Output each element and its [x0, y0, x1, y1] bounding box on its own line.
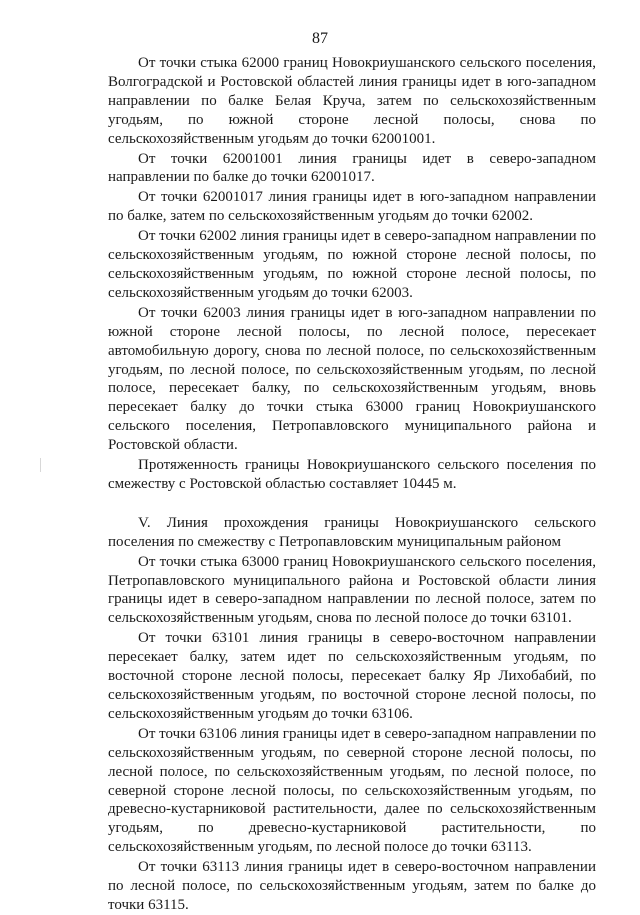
paragraph: От точки 63101 линия границы в северо-восточном направлении пересекает балку, затем идет по сельскохозяйственным угодьям, по восточной стороне лесной полосы, пересекает балку Яр Лихобабий, по сельскохозяйственным угодьям, по восточной стороне лесной полосы, по сельскохозяйственным угодьям до точки 63106. — [108, 630, 596, 722]
paragraph: От точки стыка 62000 границ Новокриушанского сельского поселения, Волгоградской и Ростовской областей линия границы идет в юго-западном направлении по балке Белая Круча, затем по сельскохозяйственным угодьям, по южной стороне лесной полосы, снова по сельскохозяйственным угодьям до точки 62001001. — [108, 55, 596, 147]
paragraph: Протяженность границы Новокриушанского сельского поселения по смежеству с Ростовской областью составляет 10445 м. — [108, 457, 596, 492]
section-spacer — [108, 494, 596, 514]
paragraph: От точки 62002 линия границы идет в северо-западном направлении по сельскохозяйственным угодьям, по южной стороне лесной полосы, по сельскохозяйственным угодьям, по южной стороне лесной полосы, по сельскохозяйственным угодьям до точки 62003. — [108, 228, 596, 301]
paragraph: От точки 62001001 линия границы идет в северо-западном направлении по балке до точки 62001017. — [108, 150, 596, 186]
section-heading: V. Линия прохождения границы Новокриушанского сельского поселения по смежеству с Петропавловским муниципальным районом — [108, 514, 596, 550]
paragraph: От точки 62003 линия границы идет в юго-западном направлении по южной стороне лесной полосы, по лесной полосе, пересекает автомобильную дорогу, снова по лесной полосе, по сельскохозяйственным угодьям, по лесной полосе, по сельскохозяйственным угодьям, по лесной полосе, пересекает балку, по сельскохозяйственным угодьям, вновь пересекает балку до точки стыка 63000 границ Новокриушанского сельского поселения, Петропавловского муниципального района и Ростовской области. — [108, 304, 596, 454]
page-number: 87 — [312, 30, 328, 47]
paragraph: От точки стыка 63000 границ Новокриушанского сельского поселения, Петропавловского муниципального района и Ростовской области линия границы идет в северо-западном направлении по лесной полосе, затем по сельскохозяйственным угодьям, снова по лесной полосе до точки 63101. — [108, 553, 596, 627]
paragraph: От точки 63113 линия границы идет в северо-восточном направлении по лесной полосе, по сельскохозяйственным угодьям, затем по балке до точки 63115. — [108, 859, 596, 913]
paragraph: От точки 62001017 линия границы идет в юго-западном направлении по балке, затем по сельскохозяйственным угодьям до точки 62002. — [108, 189, 596, 225]
paragraph: От точки 63106 линия границы идет в северо-западном направлении по сельскохозяйственным угодьям, по северной стороне лесной полосы, по лесной полосе, по сельскохозяйственным угодьям, по лесной полосе, по северной стороне лесной полосы, по сельскохозяйственным угодьям, по древесно-кустарниковой растительности, далее по сельскохозяйственным угодьям, по древесно-кустарниковой растительности, по сельскохозяйственным угодьям, по лесной полосе до точки 63113. — [108, 725, 596, 856]
document-body — [108, 54, 596, 915]
scan-artifact — [40, 458, 41, 472]
